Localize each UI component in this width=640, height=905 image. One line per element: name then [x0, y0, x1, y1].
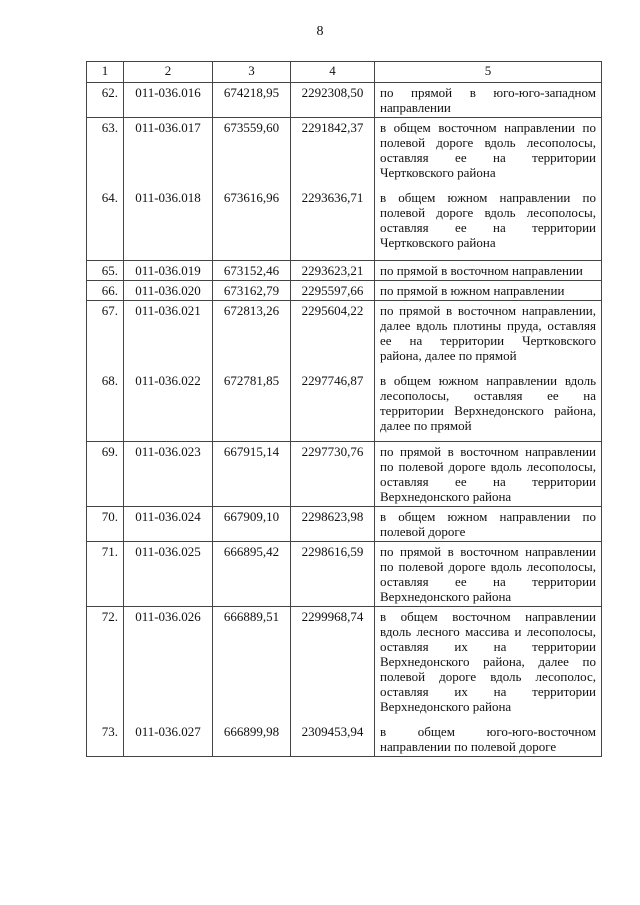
boundary-description: в общем восточном направлении вдоль лесного массива и лесополосы, оставляя их на территории Верхнедонского района, далее по полевой дороге вдоль лесополос, оставляя их на территории Верхнедонского района	[375, 607, 602, 717]
boundary-description: по прямой в восточном направлении, далее вдоль плотины пруда, оставляя ее на территории Чертковского района, далее по прямой	[375, 301, 602, 366]
header-col-1: 1	[87, 62, 124, 83]
boundary-description: в общем южном направлении по полевой дороге	[375, 507, 602, 542]
row-number: 68.	[87, 365, 124, 442]
x-coordinate: 667915,14	[213, 442, 291, 507]
point-code: 011-036.023	[124, 442, 213, 507]
table-row	[87, 182, 602, 261]
boundary-description: по прямой в южном направлении	[375, 281, 602, 301]
point-code: 011-036.026	[124, 607, 213, 717]
row-number: 71.	[87, 542, 124, 607]
y-coordinate: 2293623,21	[291, 261, 375, 281]
y-coordinate: 2292308,50	[291, 83, 375, 118]
boundary-points-table	[86, 61, 602, 757]
y-coordinate: 2309453,94	[291, 716, 375, 757]
x-coordinate: 673152,46	[213, 261, 291, 281]
y-coordinate: 2293636,71	[291, 182, 375, 261]
x-coordinate: 666889,51	[213, 607, 291, 717]
boundary-description: по прямой в восточном направлении по полевой дороге вдоль лесополосы, оставляя ее на территории Верхнедонского района	[375, 442, 602, 507]
point-code: 011-036.024	[124, 507, 213, 542]
point-code: 011-036.020	[124, 281, 213, 301]
table-row	[87, 301, 602, 366]
y-coordinate: 2299968,74	[291, 607, 375, 717]
x-coordinate: 666899,98	[213, 716, 291, 757]
y-coordinate: 2291842,37	[291, 118, 375, 183]
point-code: 011-036.018	[124, 182, 213, 261]
x-coordinate: 672813,26	[213, 301, 291, 366]
point-code: 011-036.017	[124, 118, 213, 183]
y-coordinate: 2298623,98	[291, 507, 375, 542]
row-number: 69.	[87, 442, 124, 507]
table-row	[87, 281, 602, 301]
row-number: 65.	[87, 261, 124, 281]
row-number: 66.	[87, 281, 124, 301]
boundary-description: в общем южном направлении вдоль лесополосы, оставляя ее на территории Верхнедонского района, далее по прямой	[375, 365, 602, 442]
x-coordinate: 673162,79	[213, 281, 291, 301]
x-coordinate: 666895,42	[213, 542, 291, 607]
x-coordinate: 673616,96	[213, 182, 291, 261]
table-row	[87, 716, 602, 757]
boundary-description: в общем восточном направлении по полевой дороге вдоль лесополосы, оставляя ее на территории Чертковского района	[375, 118, 602, 183]
table-row	[87, 607, 602, 717]
y-coordinate: 2297730,76	[291, 442, 375, 507]
row-number: 70.	[87, 507, 124, 542]
table-row	[87, 365, 602, 442]
point-code: 011-036.025	[124, 542, 213, 607]
table-row	[87, 507, 602, 542]
table-row	[87, 542, 602, 607]
point-code: 011-036.027	[124, 716, 213, 757]
y-coordinate: 2298616,59	[291, 542, 375, 607]
y-coordinate: 2295597,66	[291, 281, 375, 301]
table-row	[87, 442, 602, 507]
header-col-3: 3	[213, 62, 291, 83]
point-code: 011-036.019	[124, 261, 213, 281]
table-header-row	[87, 62, 602, 83]
x-coordinate: 674218,95	[213, 83, 291, 118]
header-col-2: 2	[124, 62, 213, 83]
y-coordinate: 2297746,87	[291, 365, 375, 442]
boundary-description: по прямой в восточном направлении	[375, 261, 602, 281]
point-code: 011-036.016	[124, 83, 213, 118]
row-number: 63.	[87, 118, 124, 183]
row-number: 64.	[87, 182, 124, 261]
table-row	[87, 83, 602, 118]
x-coordinate: 672781,85	[213, 365, 291, 442]
header-col-5: 5	[375, 62, 602, 83]
row-number: 62.	[87, 83, 124, 118]
boundary-description: по прямой в восточном направлении по полевой дороге вдоль лесополосы, оставляя ее на территории Верхнедонского района	[375, 542, 602, 607]
row-number: 67.	[87, 301, 124, 366]
table-row	[87, 261, 602, 281]
page-number: 8	[316, 24, 324, 39]
point-code: 011-036.021	[124, 301, 213, 366]
x-coordinate: 667909,10	[213, 507, 291, 542]
header-col-4: 4	[291, 62, 375, 83]
y-coordinate: 2295604,22	[291, 301, 375, 366]
x-coordinate: 673559,60	[213, 118, 291, 183]
row-number: 73.	[87, 716, 124, 757]
boundary-description: в общем юго-юго-восточном направлении по полевой дороге	[375, 716, 602, 757]
boundary-description: в общем южном направлении по полевой дороге вдоль лесополосы, оставляя ее на территории Чертковского района	[375, 182, 602, 261]
point-code: 011-036.022	[124, 365, 213, 442]
row-number: 72.	[87, 607, 124, 717]
table-row	[87, 118, 602, 183]
boundary-description: по прямой в юго-юго-западном направлении	[375, 83, 602, 118]
